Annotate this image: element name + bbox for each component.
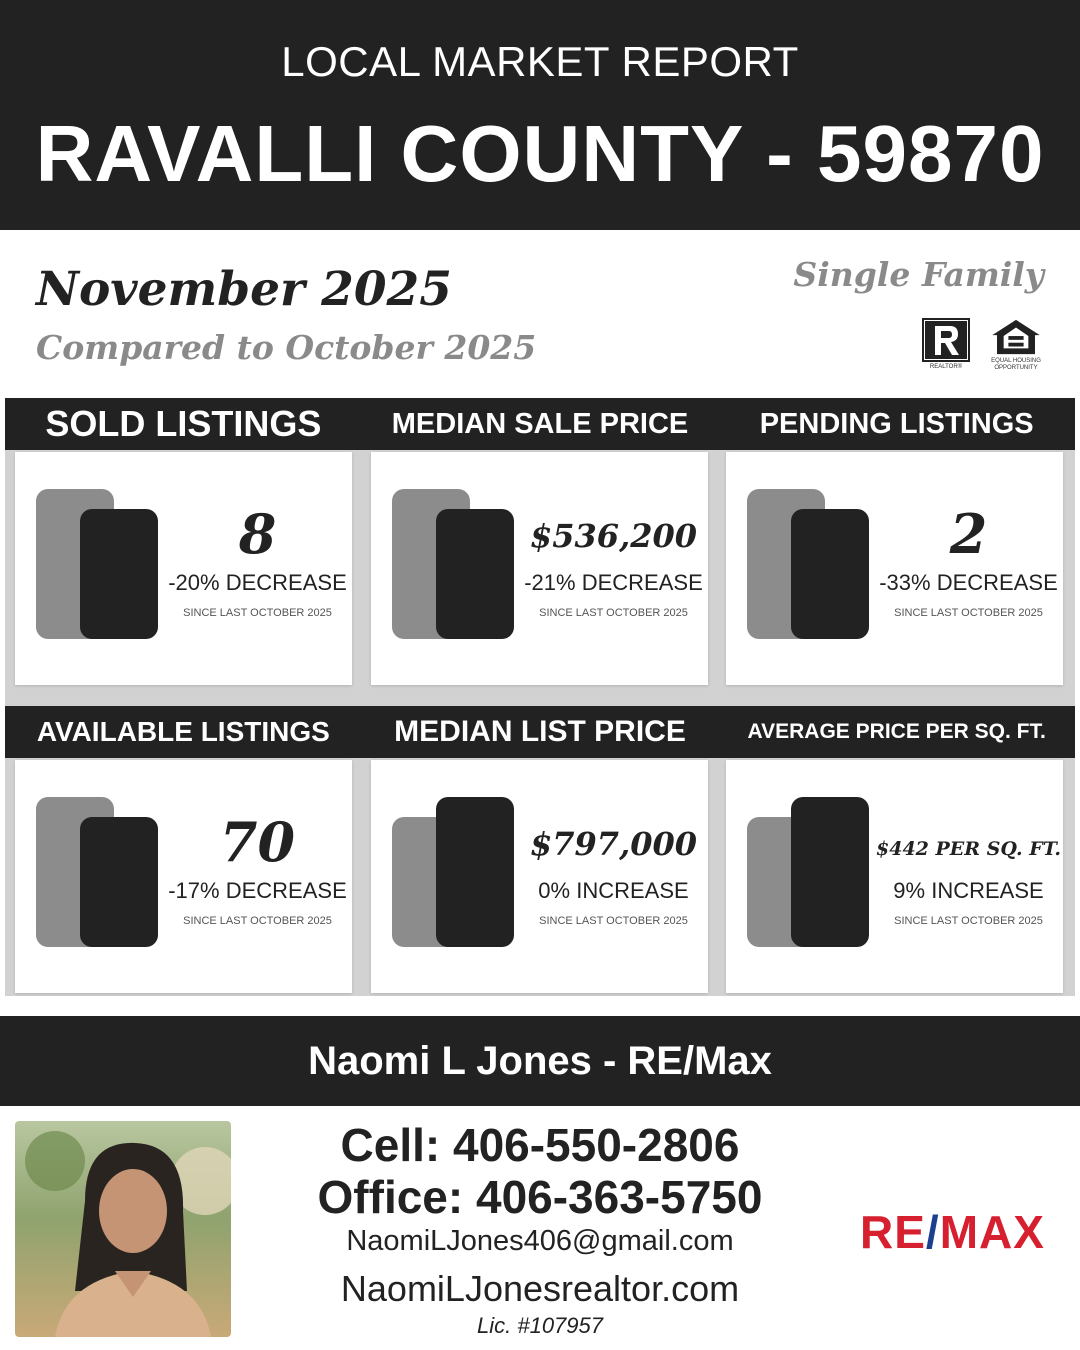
stat-phone-icon <box>747 489 869 641</box>
stat-since: SINCE LAST OCTOBER 2025 <box>539 915 688 927</box>
stat-value: $797,000 <box>530 825 697 863</box>
stat-value: 70 <box>219 810 296 874</box>
stat-label: MEDIAN LIST PRICE <box>394 715 686 748</box>
stat-label: MEDIAN SALE PRICE <box>391 407 689 440</box>
agent-cell-phone[interactable]: Cell: 406-550-2806 <box>340 1119 740 1171</box>
stat-since: SINCE LAST OCTOBER 2025 <box>894 915 1043 927</box>
stat-card-sold-listings <box>15 452 352 685</box>
stat-change: -21% DECREASE <box>524 570 703 595</box>
agent-name-bar <box>0 1016 1080 1106</box>
trade-logos <box>918 318 1044 372</box>
stat-value: $442 PER SQ. FT. <box>876 838 1062 860</box>
equal-housing-logo <box>988 318 1044 372</box>
agent-email[interactable]: NaomiLJones406@gmail.com <box>346 1225 734 1257</box>
stat-value: 2 <box>949 502 988 566</box>
agent-license: Lic. #107957 <box>477 1313 603 1338</box>
stat-value: $536,200 <box>530 517 697 555</box>
stats-row-2-header <box>5 706 1075 758</box>
stats-grid <box>5 398 1075 996</box>
stat-since: SINCE LAST OCTOBER 2025 <box>183 915 332 927</box>
stat-since: SINCE LAST OCTOBER 2025 <box>894 607 1043 619</box>
stats-row-1-header <box>5 398 1075 450</box>
report-period: November 2025 <box>36 262 452 317</box>
remax-logo <box>860 1205 1045 1259</box>
agent-website[interactable]: NaomiLJonesrealtor.com <box>340 1268 740 1309</box>
equal-housing-caption: EQUAL HOUSING OPPORTUNITY <box>991 358 1041 371</box>
stat-change: -20% DECREASE <box>168 570 347 595</box>
stat-card-available-listings <box>15 760 352 993</box>
agent-portrait-icon <box>15 1121 231 1337</box>
stat-change: 0% INCREASE <box>538 878 689 903</box>
stat-phone-icon <box>747 797 869 949</box>
stat-card-median-sale-price <box>371 452 708 685</box>
stat-since: SINCE LAST OCTOBER 2025 <box>183 607 332 619</box>
report-subtitle: LOCAL MARKET REPORT <box>281 38 799 85</box>
stat-phone-icon <box>392 489 514 641</box>
agent-name: Naomi L Jones - RE/Max <box>308 1038 772 1083</box>
stat-change: -17% DECREASE <box>168 878 347 903</box>
agent-photo <box>15 1121 231 1337</box>
realtor-caption: REALTOR® <box>929 364 963 370</box>
stat-change: 9% INCREASE <box>893 878 1044 903</box>
stat-card-pending-listings <box>726 452 1063 685</box>
report-header <box>0 0 1080 230</box>
report-title: RAVALLI COUNTY - 59870 <box>35 109 1045 198</box>
remax-logo-slash: / <box>925 1206 940 1258</box>
stat-label: AVAILABLE LISTINGS <box>36 716 330 747</box>
stat-phone-icon <box>36 489 158 641</box>
stat-label: PENDING LISTINGS <box>759 407 1034 440</box>
stat-label: AVERAGE PRICE PER SQ. FT. <box>747 720 1046 743</box>
remax-logo-max: MAX <box>939 1206 1045 1258</box>
stat-phone-icon <box>392 797 514 949</box>
realtor-logo <box>918 318 974 372</box>
stat-change: -33% DECREASE <box>879 570 1058 595</box>
stat-card-median-list-price <box>371 760 708 993</box>
stat-value: 8 <box>238 502 277 566</box>
stat-since: SINCE LAST OCTOBER 2025 <box>539 607 688 619</box>
realtor-r-icon <box>922 318 970 362</box>
stat-label: SOLD LISTINGS <box>45 403 322 444</box>
stat-card-price-per-sqft <box>726 760 1063 993</box>
property-type: Single Family <box>793 255 1044 294</box>
report-comparison: Compared to October 2025 <box>36 328 537 367</box>
remax-logo-re: RE <box>860 1206 926 1258</box>
agent-office-phone[interactable]: Office: 406-363-5750 <box>317 1171 763 1223</box>
stat-phone-icon <box>36 797 158 949</box>
equal-housing-icon <box>989 318 1043 356</box>
